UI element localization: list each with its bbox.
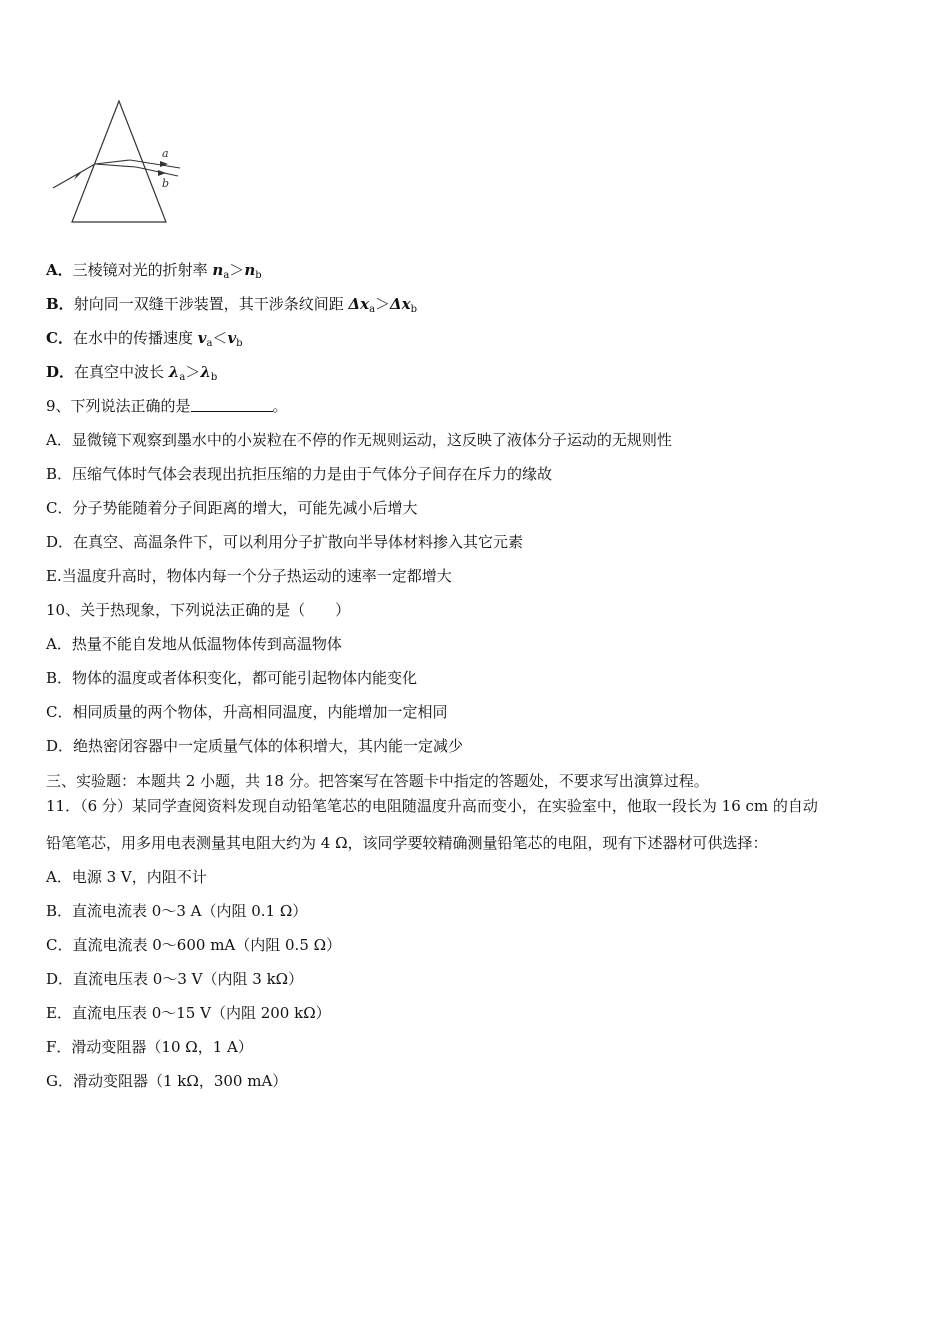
q10-option-a: A．热量不能自发地从低温物体传到高温物体	[46, 635, 342, 653]
q9-stem: 9、下列说法正确的是 。	[46, 397, 288, 415]
q11-option-a: A．电源 3 V，内阻不计	[46, 868, 207, 886]
q8-option-a: A．三棱镜对光的折射率 $n_a>n_b$	[46, 261, 262, 281]
q11-option-f: F．滑动变阻器（10 Ω，1 A）	[46, 1038, 253, 1056]
q11-option-e: E．直流电压表 0～15 V（内阻 200 kΩ）	[46, 1004, 331, 1022]
q9-option-e: E.当温度升高时，物体内每一个分子热运动的速率一定都增大	[46, 567, 452, 585]
label-b: b	[162, 177, 170, 190]
q8-option-c: C．在水中的传播速度 $v_a<v_b$	[46, 329, 243, 349]
q10-stem: 10、关于热现象，下列说法正确的是（ ）	[46, 601, 351, 619]
q9-option-c: C．分子势能随着分子间距离的增大，可能先减小后增大	[46, 499, 418, 517]
q9-option-a: A．显微镜下观察到墨水中的小炭粒在不停的作无规则运动，这反映了液体分子运动的无规则性	[46, 431, 672, 449]
q9-option-d: D．在真空、高温条件下，可以利用分子扩散向半导体材料掺入其它元素	[46, 533, 524, 551]
label-a: a	[162, 147, 169, 160]
q11-option-g: G．滑动变阻器（1 kΩ，300 mA）	[46, 1072, 288, 1090]
prism-figure	[48, 96, 198, 228]
q11-option-d: D．直流电压表 0～3 V（内阻 3 kΩ）	[46, 970, 304, 988]
q10-option-c: C．相同质量的两个物体，升高相同温度，内能增加一定相同	[46, 703, 448, 721]
q11-stem-line1: 11．（6 分）某同学查阅资料发现自动铅笔笔芯的电阻随温度升高而变小，在实验室中，他取一段长为 16 cm 的自动	[46, 797, 818, 815]
q8-option-d: D．在真空中波长 $\lambda_a>\lambda_b$	[46, 363, 218, 383]
q11-option-b: B．直流电流表 0～3 A（内阻 0.1 Ω）	[46, 902, 308, 920]
incident-arrow	[74, 173, 81, 180]
arrow-b	[158, 170, 166, 176]
q9-option-b: B．压缩气体时气体会表现出抗拒压缩的力是由于气体分子间存在斥力的缘故	[46, 465, 553, 483]
q10-option-d: D．绝热密闭容器中一定质量气体的体积增大，其内能一定减少	[46, 737, 464, 755]
section-heading: 三、实验题：本题共 2 小题，共 18 分。把答案写在答题卡中指定的答题处，不要求写出演算过程。	[46, 772, 709, 790]
q11-stem-line2: 铅笔笔芯，用多用电表测量其电阻大约为 4 Ω，该同学要较精确测量铅笔芯的电阻，现有下述器材可供选择：	[46, 834, 768, 852]
q8-option-b: B．射向同一双缝干涉装置，其干涉条纹间距 $\Delta x_a>\Delta x_b$	[46, 295, 418, 315]
incident-ray	[53, 164, 95, 188]
q11-option-c: C．直流电流表 0～600 mA（内阻 0.5 Ω）	[46, 936, 342, 954]
answer-blank	[191, 397, 273, 412]
q10-option-b: B．物体的温度或者体积变化，都可能引起物体内能变化	[46, 669, 418, 687]
